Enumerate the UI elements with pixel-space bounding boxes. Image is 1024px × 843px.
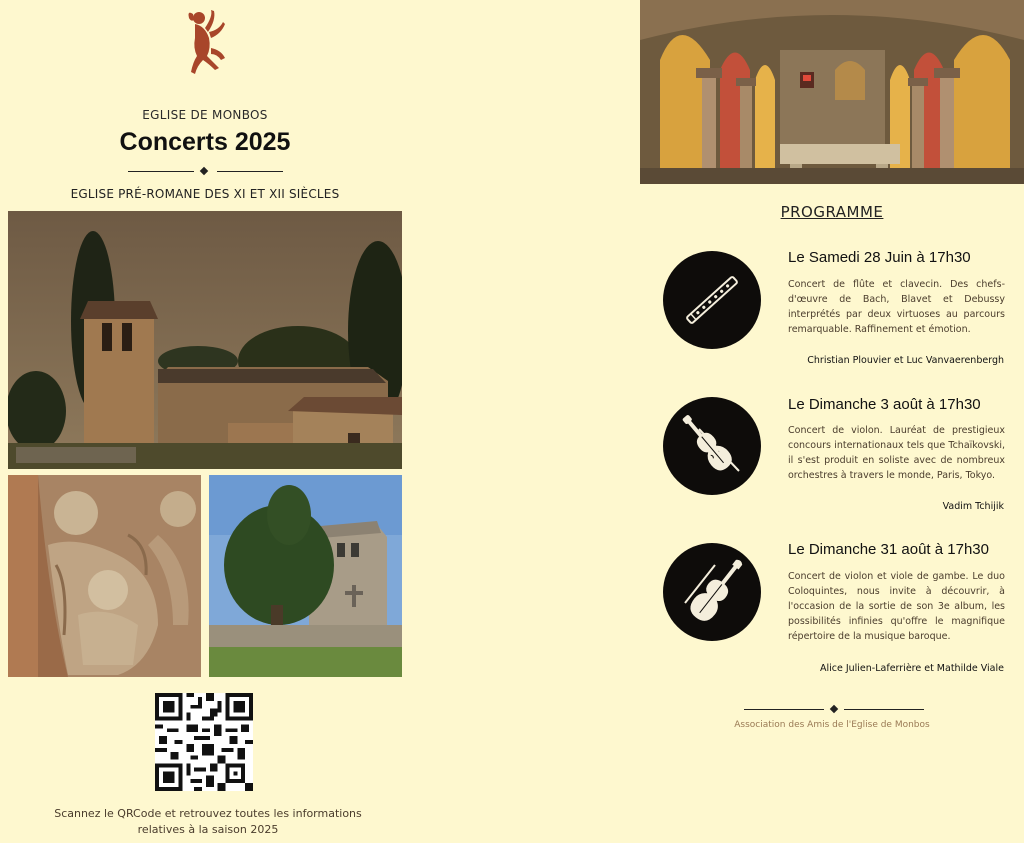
qr-instructions-line1: Scannez le QRCode et retrouvez toutes les informations xyxy=(54,807,362,820)
right-panel xyxy=(640,0,1024,843)
event-date: Le Dimanche 31 août à 17h30 xyxy=(788,541,989,558)
cherub-logo-icon xyxy=(183,8,227,80)
left-panel xyxy=(0,0,410,843)
programme-heading: PROGRAMME xyxy=(780,203,884,221)
church-photo xyxy=(8,211,402,469)
association-name: Association des Amis de l'Eglise de Monbos xyxy=(734,720,930,730)
footer-divider xyxy=(744,705,924,715)
apse-interior-photo xyxy=(640,0,1024,184)
event-description: Concert de flûte et clavecin. Des chefs-d'œuvre de Bach, Blavet et Debussy interprétés par deux virtuoses au parcours remarquable. Raffinement et émotion. xyxy=(788,279,1005,335)
qr-instructions-line2: relatives à la saison 2025 xyxy=(137,823,279,836)
page-subtitle: EGLISE PRÉ-ROMANE DES XI ET XII SIÈCLES xyxy=(70,187,340,201)
event-description: Concert de violon et viole de gambe. Le duo Coloquintes, nous invite à découvrir, à l'occasion de la sortie de son 3e album, les possibilités infinies qu'offre le magnifique répertoire de la musique baroque. xyxy=(788,571,1005,642)
page-title: Concerts 2025 xyxy=(119,128,291,156)
flute-icon xyxy=(663,251,761,349)
organization-name: EGLISE DE MONBOS xyxy=(142,108,268,122)
title-divider xyxy=(128,167,283,177)
event-date: Le Dimanche 3 août à 17h30 xyxy=(788,396,981,413)
event-performers: Vadim Tchijik xyxy=(942,501,1004,512)
qr-code[interactable] xyxy=(155,693,253,791)
event-description: Concert de violon. Lauréat de prestigieux concours internationaux tels que Tchaïkovski, il s'est produit en soliste avec de nombreux orchestres à travers le monde, Paris, Tokyo. xyxy=(788,425,1005,481)
viol-icon xyxy=(663,543,761,641)
violin-icon xyxy=(663,397,761,495)
event-date: Le Samedi 28 Juin à 17h30 xyxy=(788,249,971,266)
ruin-photo xyxy=(209,475,402,677)
carved-capital-photo xyxy=(8,475,201,677)
qr-instructions xyxy=(0,806,416,838)
event-performers: Alice Julien-Laferrière et Mathilde Viale xyxy=(819,663,1004,674)
event-performers: Christian Plouvier et Luc Vanvaerenbergh xyxy=(807,355,1004,366)
